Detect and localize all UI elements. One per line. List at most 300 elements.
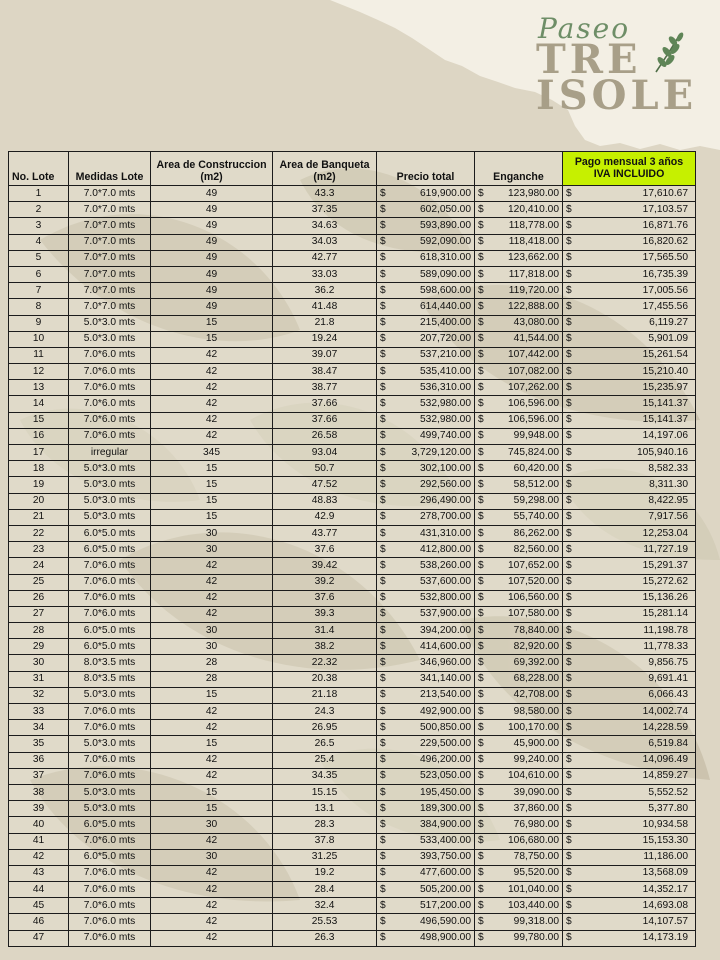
amount-value: 593,890.00 [420,219,471,231]
cell-pago-mensual [563,687,696,703]
cell-area-banqueta: 93.04 [273,445,377,461]
cell-area-construccion: 42 [151,412,273,428]
currency-symbol: $ [478,818,484,830]
table-row [9,331,696,347]
cell-area-banqueta: 28.3 [273,817,377,833]
amount-value: 346,960.00 [420,657,471,669]
amount-value: 16,871.76 [642,219,688,231]
cell-lote-number: 44 [9,882,69,898]
cell-pago-mensual [563,639,696,655]
cell-precio-total [377,542,475,558]
currency-symbol: $ [380,640,386,652]
currency-symbol: $ [380,883,386,895]
currency-symbol: $ [566,592,572,604]
table-row [9,283,696,299]
cell-precio-total [377,509,475,525]
cell-area-construccion: 42 [151,720,273,736]
table-row [9,493,696,509]
cell-enganche [475,865,563,881]
currency-symbol: $ [566,252,572,264]
cell-enganche [475,477,563,493]
cell-area-banqueta: 50.7 [273,461,377,477]
cell-area-construccion: 49 [151,218,273,234]
amount-value: 82,920.00 [513,640,559,652]
cell-precio-total [377,687,475,703]
currency-symbol: $ [478,317,484,329]
amount-value: 17,565.50 [642,252,688,264]
currency-symbol: $ [566,300,572,312]
cell-area-banqueta: 37.66 [273,396,377,412]
currency-symbol: $ [478,219,484,231]
cell-pago-mensual [563,542,696,558]
currency-symbol: $ [566,219,572,231]
currency-symbol: $ [478,252,484,264]
amount-value: 10,934.58 [642,818,688,830]
cell-area-banqueta: 19.24 [273,331,377,347]
amount-value: 477,600.00 [420,867,471,879]
col-header-medidas: Medidas Lote [69,152,151,186]
currency-symbol: $ [478,705,484,717]
cell-area-banqueta: 26.95 [273,720,377,736]
cell-enganche [475,412,563,428]
cell-area-banqueta: 38.77 [273,380,377,396]
col-header-precio: Precio total [377,152,475,186]
amount-value: 99,240.00 [513,754,559,766]
cell-precio-total [377,849,475,865]
cell-enganche [475,704,563,720]
cell-lote-number: 34 [9,720,69,736]
currency-symbol: $ [380,333,386,345]
cell-pago-mensual [563,736,696,752]
amount-value: 37,860.00 [513,802,559,814]
amount-value: 99,948.00 [513,430,559,442]
cell-area-banqueta: 20.38 [273,671,377,687]
currency-symbol: $ [566,511,572,523]
cell-area-construccion: 42 [151,914,273,930]
currency-symbol: $ [478,576,484,588]
amount-value: 100,170.00 [508,721,559,733]
cell-medidas-lote: 7.0*6.0 mts [69,412,151,428]
amount-value: 118,418.00 [508,236,559,248]
table-row [9,606,696,622]
currency-symbol: $ [566,268,572,280]
cell-medidas-lote: 7.0*6.0 mts [69,720,151,736]
cell-area-construccion: 49 [151,299,273,315]
amount-value: 107,082.00 [508,365,559,377]
cell-area-banqueta: 38.47 [273,364,377,380]
cell-area-construccion: 345 [151,445,273,461]
currency-symbol: $ [478,916,484,928]
amount-value: 523,050.00 [420,770,471,782]
cell-lote-number: 32 [9,687,69,703]
table-header-row [9,152,696,186]
cell-area-construccion: 15 [151,687,273,703]
cell-pago-mensual [563,493,696,509]
currency-symbol: $ [380,268,386,280]
cell-precio-total [377,574,475,590]
currency-symbol: $ [380,219,386,231]
cell-area-construccion: 15 [151,477,273,493]
cell-precio-total [377,606,475,622]
cell-pago-mensual [563,266,696,282]
cell-pago-mensual [563,768,696,784]
cell-lote-number: 7 [9,283,69,299]
currency-symbol: $ [478,657,484,669]
currency-symbol: $ [478,624,484,636]
cell-lote-number: 41 [9,833,69,849]
amount-value: 103,440.00 [508,899,559,911]
cell-medidas-lote: 7.0*7.0 mts [69,234,151,250]
amount-value: 195,450.00 [420,786,471,798]
cell-area-construccion: 42 [151,882,273,898]
amount-value: 15,235.97 [642,381,688,393]
table-row [9,849,696,865]
currency-symbol: $ [380,721,386,733]
amount-value: 14,228.59 [642,721,688,733]
table-row [9,364,696,380]
currency-symbol: $ [478,835,484,847]
cell-area-construccion: 15 [151,801,273,817]
currency-symbol: $ [380,446,386,458]
currency-symbol: $ [566,640,572,652]
currency-symbol: $ [566,867,572,879]
cell-area-banqueta: 15.15 [273,784,377,800]
currency-symbol: $ [566,835,572,847]
cell-precio-total [377,752,475,768]
cell-enganche [475,833,563,849]
currency-symbol: $ [478,398,484,410]
amount-value: 120,410.00 [508,203,559,215]
amount-value: 496,200.00 [420,754,471,766]
cell-medidas-lote: 7.0*6.0 mts [69,704,151,720]
amount-value: 78,750.00 [513,851,559,863]
cell-medidas-lote: 7.0*6.0 mts [69,930,151,946]
amount-value: 602,050.00 [420,203,471,215]
amount-value: 6,119.27 [649,317,688,329]
cell-enganche [475,542,563,558]
cell-pago-mensual [563,186,696,202]
cell-pago-mensual [563,558,696,574]
olive-sprig-icon [650,30,684,74]
amount-value: 82,560.00 [513,543,559,555]
amount-value: 537,900.00 [420,608,471,620]
amount-value: 12,253.04 [642,527,688,539]
cell-precio-total [377,380,475,396]
cell-medidas-lote: 7.0*6.0 mts [69,558,151,574]
currency-symbol: $ [566,657,572,669]
table-row [9,720,696,736]
cell-lote-number: 35 [9,736,69,752]
amount-value: 7,917.56 [648,511,688,523]
cell-precio-total [377,202,475,218]
table-row [9,687,696,703]
amount-value: 17,005.56 [642,284,688,296]
cell-pago-mensual [563,833,696,849]
cell-medidas-lote: 8.0*3.5 mts [69,655,151,671]
cell-lote-number: 33 [9,704,69,720]
cell-pago-mensual [563,849,696,865]
cell-area-construccion: 30 [151,525,273,541]
amount-value: 14,197.06 [642,430,688,442]
amount-value: 745,824.00 [508,446,559,458]
amount-value: 17,103.57 [642,203,688,215]
amount-value: 15,210.40 [642,365,688,377]
cell-area-construccion: 42 [151,380,273,396]
cell-precio-total [377,590,475,606]
currency-symbol: $ [566,527,572,539]
cell-lote-number: 13 [9,380,69,396]
cell-area-banqueta: 34.03 [273,234,377,250]
cell-area-banqueta: 19.2 [273,865,377,881]
currency-symbol: $ [380,365,386,377]
amount-value: 14,173.19 [642,932,688,944]
amount-value: 536,310.00 [420,381,471,393]
cell-area-banqueta: 37.6 [273,590,377,606]
cell-lote-number: 9 [9,315,69,331]
cell-pago-mensual [563,898,696,914]
amount-value: 505,200.00 [420,883,471,895]
currency-symbol: $ [566,576,572,588]
amount-value: 412,800.00 [420,543,471,555]
cell-pago-mensual [563,347,696,363]
cell-area-construccion: 28 [151,655,273,671]
cell-area-banqueta: 38.2 [273,639,377,655]
cell-area-banqueta: 39.42 [273,558,377,574]
amount-value: 69,392.00 [513,657,559,669]
amount-value: 13,568.09 [642,867,688,879]
cell-precio-total [377,461,475,477]
currency-symbol: $ [478,640,484,652]
cell-enganche [475,558,563,574]
currency-symbol: $ [380,511,386,523]
cell-precio-total [377,720,475,736]
currency-symbol: $ [478,414,484,426]
currency-symbol: $ [380,657,386,669]
currency-symbol: $ [478,511,484,523]
cell-area-construccion: 15 [151,784,273,800]
cell-pago-mensual [563,606,696,622]
cell-medidas-lote: 7.0*6.0 mts [69,396,151,412]
cell-precio-total [377,234,475,250]
currency-symbol: $ [478,802,484,814]
currency-symbol: $ [478,770,484,782]
cell-precio-total [377,655,475,671]
cell-enganche [475,525,563,541]
cell-medidas-lote: 6.0*5.0 mts [69,817,151,833]
cell-lote-number: 37 [9,768,69,784]
cell-area-banqueta: 48.83 [273,493,377,509]
cell-precio-total [377,704,475,720]
amount-value: 101,040.00 [508,883,559,895]
amount-value: 123,662.00 [508,252,559,264]
cell-precio-total [377,428,475,444]
currency-symbol: $ [380,478,386,490]
cell-area-construccion: 49 [151,250,273,266]
cell-medidas-lote: 7.0*6.0 mts [69,380,151,396]
currency-symbol: $ [478,754,484,766]
cell-area-construccion: 42 [151,590,273,606]
cell-enganche [475,331,563,347]
currency-symbol: $ [380,203,386,215]
amount-value: 117,818.00 [508,268,559,280]
cell-medidas-lote: 7.0*7.0 mts [69,202,151,218]
cell-precio-total [377,218,475,234]
cell-precio-total [377,882,475,898]
currency-symbol: $ [566,333,572,345]
cell-area-banqueta: 37.8 [273,833,377,849]
currency-symbol: $ [566,673,572,685]
currency-symbol: $ [566,559,572,571]
amount-value: 8,582.33 [648,462,688,474]
amount-value: 15,153.30 [642,835,688,847]
cell-precio-total [377,250,475,266]
cell-lote-number: 16 [9,428,69,444]
cell-area-construccion: 30 [151,817,273,833]
cell-area-banqueta: 24.3 [273,704,377,720]
brand-line-2: ISOLE [536,72,698,119]
currency-symbol: $ [566,365,572,377]
cell-precio-total [377,412,475,428]
cell-area-construccion: 49 [151,283,273,299]
amount-value: 537,600.00 [420,576,471,588]
cell-area-banqueta: 25.4 [273,752,377,768]
currency-symbol: $ [566,786,572,798]
table-row [9,380,696,396]
cell-area-banqueta: 21.18 [273,687,377,703]
cell-lote-number: 8 [9,299,69,315]
currency-symbol: $ [566,446,572,458]
cell-enganche [475,752,563,768]
currency-symbol: $ [566,462,572,474]
currency-symbol: $ [566,317,572,329]
currency-symbol: $ [566,721,572,733]
cell-enganche [475,914,563,930]
currency-symbol: $ [478,203,484,215]
cell-lote-number: 26 [9,590,69,606]
table-row [9,234,696,250]
amount-value: 341,140.00 [420,673,471,685]
amount-value: 17,455.56 [642,300,688,312]
currency-symbol: $ [566,624,572,636]
cell-area-construccion: 30 [151,849,273,865]
amount-value: 532,980.00 [420,414,471,426]
cell-pago-mensual [563,380,696,396]
cell-pago-mensual [563,720,696,736]
cell-lote-number: 31 [9,671,69,687]
cell-precio-total [377,768,475,784]
table-row [9,882,696,898]
amount-value: 15,281.14 [642,608,688,620]
cell-enganche [475,817,563,833]
cell-area-construccion: 49 [151,234,273,250]
cell-pago-mensual [563,914,696,930]
amount-value: 213,540.00 [420,689,471,701]
amount-value: 9,856.75 [648,657,688,669]
cell-area-construccion: 30 [151,639,273,655]
table-row [9,574,696,590]
cell-enganche [475,768,563,784]
currency-symbol: $ [478,867,484,879]
cell-precio-total [377,315,475,331]
amount-value: 107,652.00 [508,559,559,571]
amount-value: 394,200.00 [420,624,471,636]
table-row [9,186,696,202]
cell-lote-number: 18 [9,461,69,477]
currency-symbol: $ [566,236,572,248]
cell-medidas-lote: 8.0*3.5 mts [69,671,151,687]
cell-precio-total [377,801,475,817]
currency-symbol: $ [566,608,572,620]
cell-medidas-lote: 7.0*6.0 mts [69,364,151,380]
cell-area-banqueta: 39.07 [273,347,377,363]
currency-symbol: $ [380,737,386,749]
cell-area-construccion: 15 [151,736,273,752]
table-row [9,736,696,752]
amount-value: 11,198.78 [643,624,688,636]
cell-area-banqueta: 39.3 [273,606,377,622]
currency-symbol: $ [380,527,386,539]
cell-area-construccion: 49 [151,186,273,202]
amount-value: 39,090.00 [513,786,559,798]
cell-enganche [475,493,563,509]
amount-value: 3,729,120.00 [411,446,471,458]
cell-pago-mensual [563,364,696,380]
cell-pago-mensual [563,234,696,250]
currency-symbol: $ [566,495,572,507]
amount-value: 78,840.00 [513,624,559,636]
amount-value: 207,720.00 [420,333,471,345]
currency-symbol: $ [380,381,386,393]
cell-pago-mensual [563,704,696,720]
currency-symbol: $ [566,770,572,782]
cell-enganche [475,590,563,606]
currency-symbol: $ [478,365,484,377]
cell-medidas-lote: 6.0*5.0 mts [69,623,151,639]
cell-pago-mensual [563,218,696,234]
table-row [9,784,696,800]
cell-enganche [475,574,563,590]
cell-pago-mensual [563,461,696,477]
cell-lote-number: 6 [9,266,69,282]
amount-value: 5,901.09 [648,333,688,345]
amount-value: 95,520.00 [513,867,559,879]
cell-medidas-lote: 6.0*5.0 mts [69,849,151,865]
table-row [9,752,696,768]
cell-area-construccion: 42 [151,865,273,881]
cell-enganche [475,250,563,266]
cell-pago-mensual [563,784,696,800]
currency-symbol: $ [380,754,386,766]
cell-precio-total [377,364,475,380]
table-row [9,639,696,655]
cell-area-construccion: 28 [151,671,273,687]
amount-value: 292,560.00 [420,478,471,490]
table-body [9,186,696,947]
brand-line-1: TRE [536,36,642,83]
cell-precio-total [377,266,475,282]
cell-area-banqueta: 43.3 [273,186,377,202]
cell-area-banqueta: 32.4 [273,898,377,914]
currency-symbol: $ [380,349,386,361]
cell-lote-number: 2 [9,202,69,218]
cell-precio-total [377,558,475,574]
col-header-pago-line1: Pago mensual 3 años [574,155,684,168]
table-row [9,914,696,930]
cell-enganche [475,720,563,736]
amount-value: 278,700.00 [420,511,471,523]
cell-area-construccion: 42 [151,752,273,768]
table-row [9,347,696,363]
